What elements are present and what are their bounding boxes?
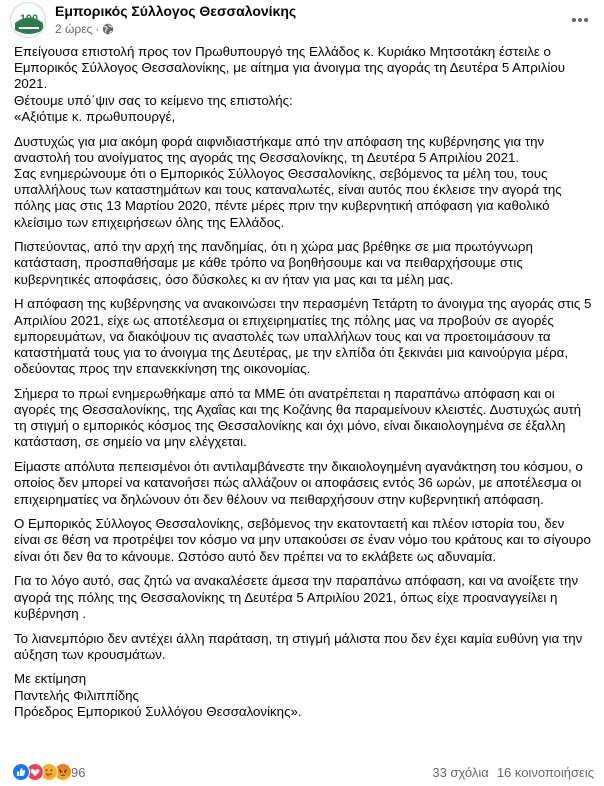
meta-separator: ·	[95, 22, 100, 36]
like-icon	[12, 763, 30, 781]
paragraph-3: Πιστεύοντας, από την αρχή της πανδημίας, ότι η χώρα μας βρέθηκε σε μια πρωτόγνωρη κατάσταση, προσπαθήσαμε με κάθε τρόπο να βοηθήσουμε και να πειθαρχήσουμε στις κυβερνητικές αποφάσεις, όσο δύσκολες κι αν ήταν για μας και τα μέλη μας.	[14, 239, 533, 287]
signature: Με εκτίμηση Παντελής Φιλιππίδης Πρόεδρος Εμπορικού Συλλόγου Θεσσαλονίκης».	[14, 671, 302, 719]
more-dots-icon	[566, 10, 594, 30]
globe-icon	[102, 23, 114, 38]
paragraph-9: Το λιανεμπόριο δεν αντέχει άλλη παράταση, τη στιγμή μάλιστα που δεν έχει καμία ευθύνη για την αύξηση των κρουσμάτων.	[14, 630, 583, 662]
page-logo	[11, 3, 46, 38]
post-body	[14, 44, 592, 729]
page-avatar[interactable]	[10, 2, 46, 38]
paragraph-7: Ο Εμπορικός Σύλλογος Θεσσαλονίκης, σεβόμενος την εκατονταετή και πλέον ιστορία του, δεν είναι σε θέση να προτρέψει τον κόσμο να μην υπακούσει σε έναν νόμο του κράτους και το σίγουρο είναι ότι δεν θα το κάνουμε. Ωστόσο αυτό δεν πρέπει να το εκλάβετε ως αδυναμία.	[14, 516, 591, 564]
paragraph-2: Δυστυχώς για μια ακόμη φορά αιφνιδιαστήκαμε από την απόφαση της κυβέρνησης για την αναστολή του ανοίγματος της αγοράς της Θεσσαλονίκης, τη Δευτέρα 5 Απριλίου 2021. Σας ενημερώνουμε ότι ο Εμπορικός Σύλλογος Θεσσαλονίκης, σεβόμενος τα μέλη του, τους υπαλλήλους των καταστημάτων και τους καταναλωτές, είναι αυτός που έκλεισε την αγορά της πόλης μας στις 13 Μαρτίου 2020, πέντε μέρες πριν την κυβερνητική απόφαση για καθολικό κλείσιμο των επιχειρήσεων όλης της Ελλάδος.	[14, 133, 562, 230]
paragraph-6: Είμαστε απόλυτα πεπεισμένοι ότι αντιλαμβάνεστε την δικαιολογημένη αγανάκτηση του κόσμου, ο οποίος δεν μπορεί να κατανοήσει πώς αλλάζουν οι αποφάσεις εντός 36 ωρών, με αποτέλεσμα οι επιχειρηματίες να δηλώνουν ότι δεν θέλουν να πειθαρχήσουν στην κυβερνητική απόφαση.	[14, 459, 583, 507]
page-name-link[interactable]: Εμπορικός Σύλλογος Θεσσαλονίκης	[55, 3, 297, 19]
comments-link[interactable]: 33 σχόλια	[432, 765, 489, 780]
post-meta	[55, 22, 114, 38]
more-options-button[interactable]	[566, 10, 594, 30]
paragraph-4: Η απόφαση της κυβέρνησης να ανακοινώσει την περασμένη Τετάρτη το άνοιγμα της αγοράς στις 5 Απριλίου 2021, είχε ως αποτέλεσμα οι επιχειρηματίες της πόλης μας να προβούν σε αγορές εμπορευμάτων, να διακόψουν τις αναστολές των υπαλλήλων τους και να προετοιμάσουν τα καταστήματά τους για το άνοιγμα της Δευτέρας, με την ελπίδα ότι ξεκινάει μια καινούργια μέρα, οδεύοντας προς την επανεκκίνηση της οικονομίας.	[14, 296, 592, 377]
paragraph-5: Σήμερα το πρωί ενημερωθήκαμε από τα ΜΜΕ ότι ανατρέπεται η παραπάνω απόφαση και οι αγορές της Θεσσαλονίκης, της Αχαΐας και της Κοζάνης θα παραμείνουν κλειστές. Δυστυχώς αυτή τη στιγμή ο εμπορικός κόσμος της Θεσσαλονίκης και όχι μόνο, είναι δικαιολογημένα σε έξαλλη κατάσταση, σε σημείο να μην ελέγχεται.	[14, 385, 582, 450]
engagement-stats	[432, 765, 594, 780]
post-header	[0, 0, 604, 38]
reaction-count[interactable]: 96	[71, 765, 86, 780]
post-footer	[0, 760, 604, 784]
shares-link[interactable]: 16 κοινοποιήσεις	[496, 765, 594, 780]
avatar-text: 100	[19, 13, 39, 25]
paragraph-intro: Επείγουσα επιστολή προς τον Πρωθυπουργό της Ελλάδος κ. Κυριάκο Μητσοτάκη έστειλε ο Εμπορικός Σύλλογος Θεσσαλονίκης, με αίτημα για άνοιγμα της αγοράς τη Δευτέρα 5 Απριλίου 2021. Θέτουμε υπό΄ψιν σας το κείμενο της επιστολής: «Αξιότιμε κ. πρωθυπουργέ,	[14, 44, 566, 124]
post-time[interactable]: 2 ώρες	[55, 22, 93, 36]
paragraph-8: Για το λόγο αυτό, σας ζητώ να ανακαλέσετε άμεσα την παραπάνω απόφαση, και να ανοίξετε την αγορά της πόλης της Θεσσαλονίκης τη Δευτέρα 5 Απριλίου 2021, όπως είχε προαναγγείλει η κυβέρνηση .	[14, 573, 579, 621]
